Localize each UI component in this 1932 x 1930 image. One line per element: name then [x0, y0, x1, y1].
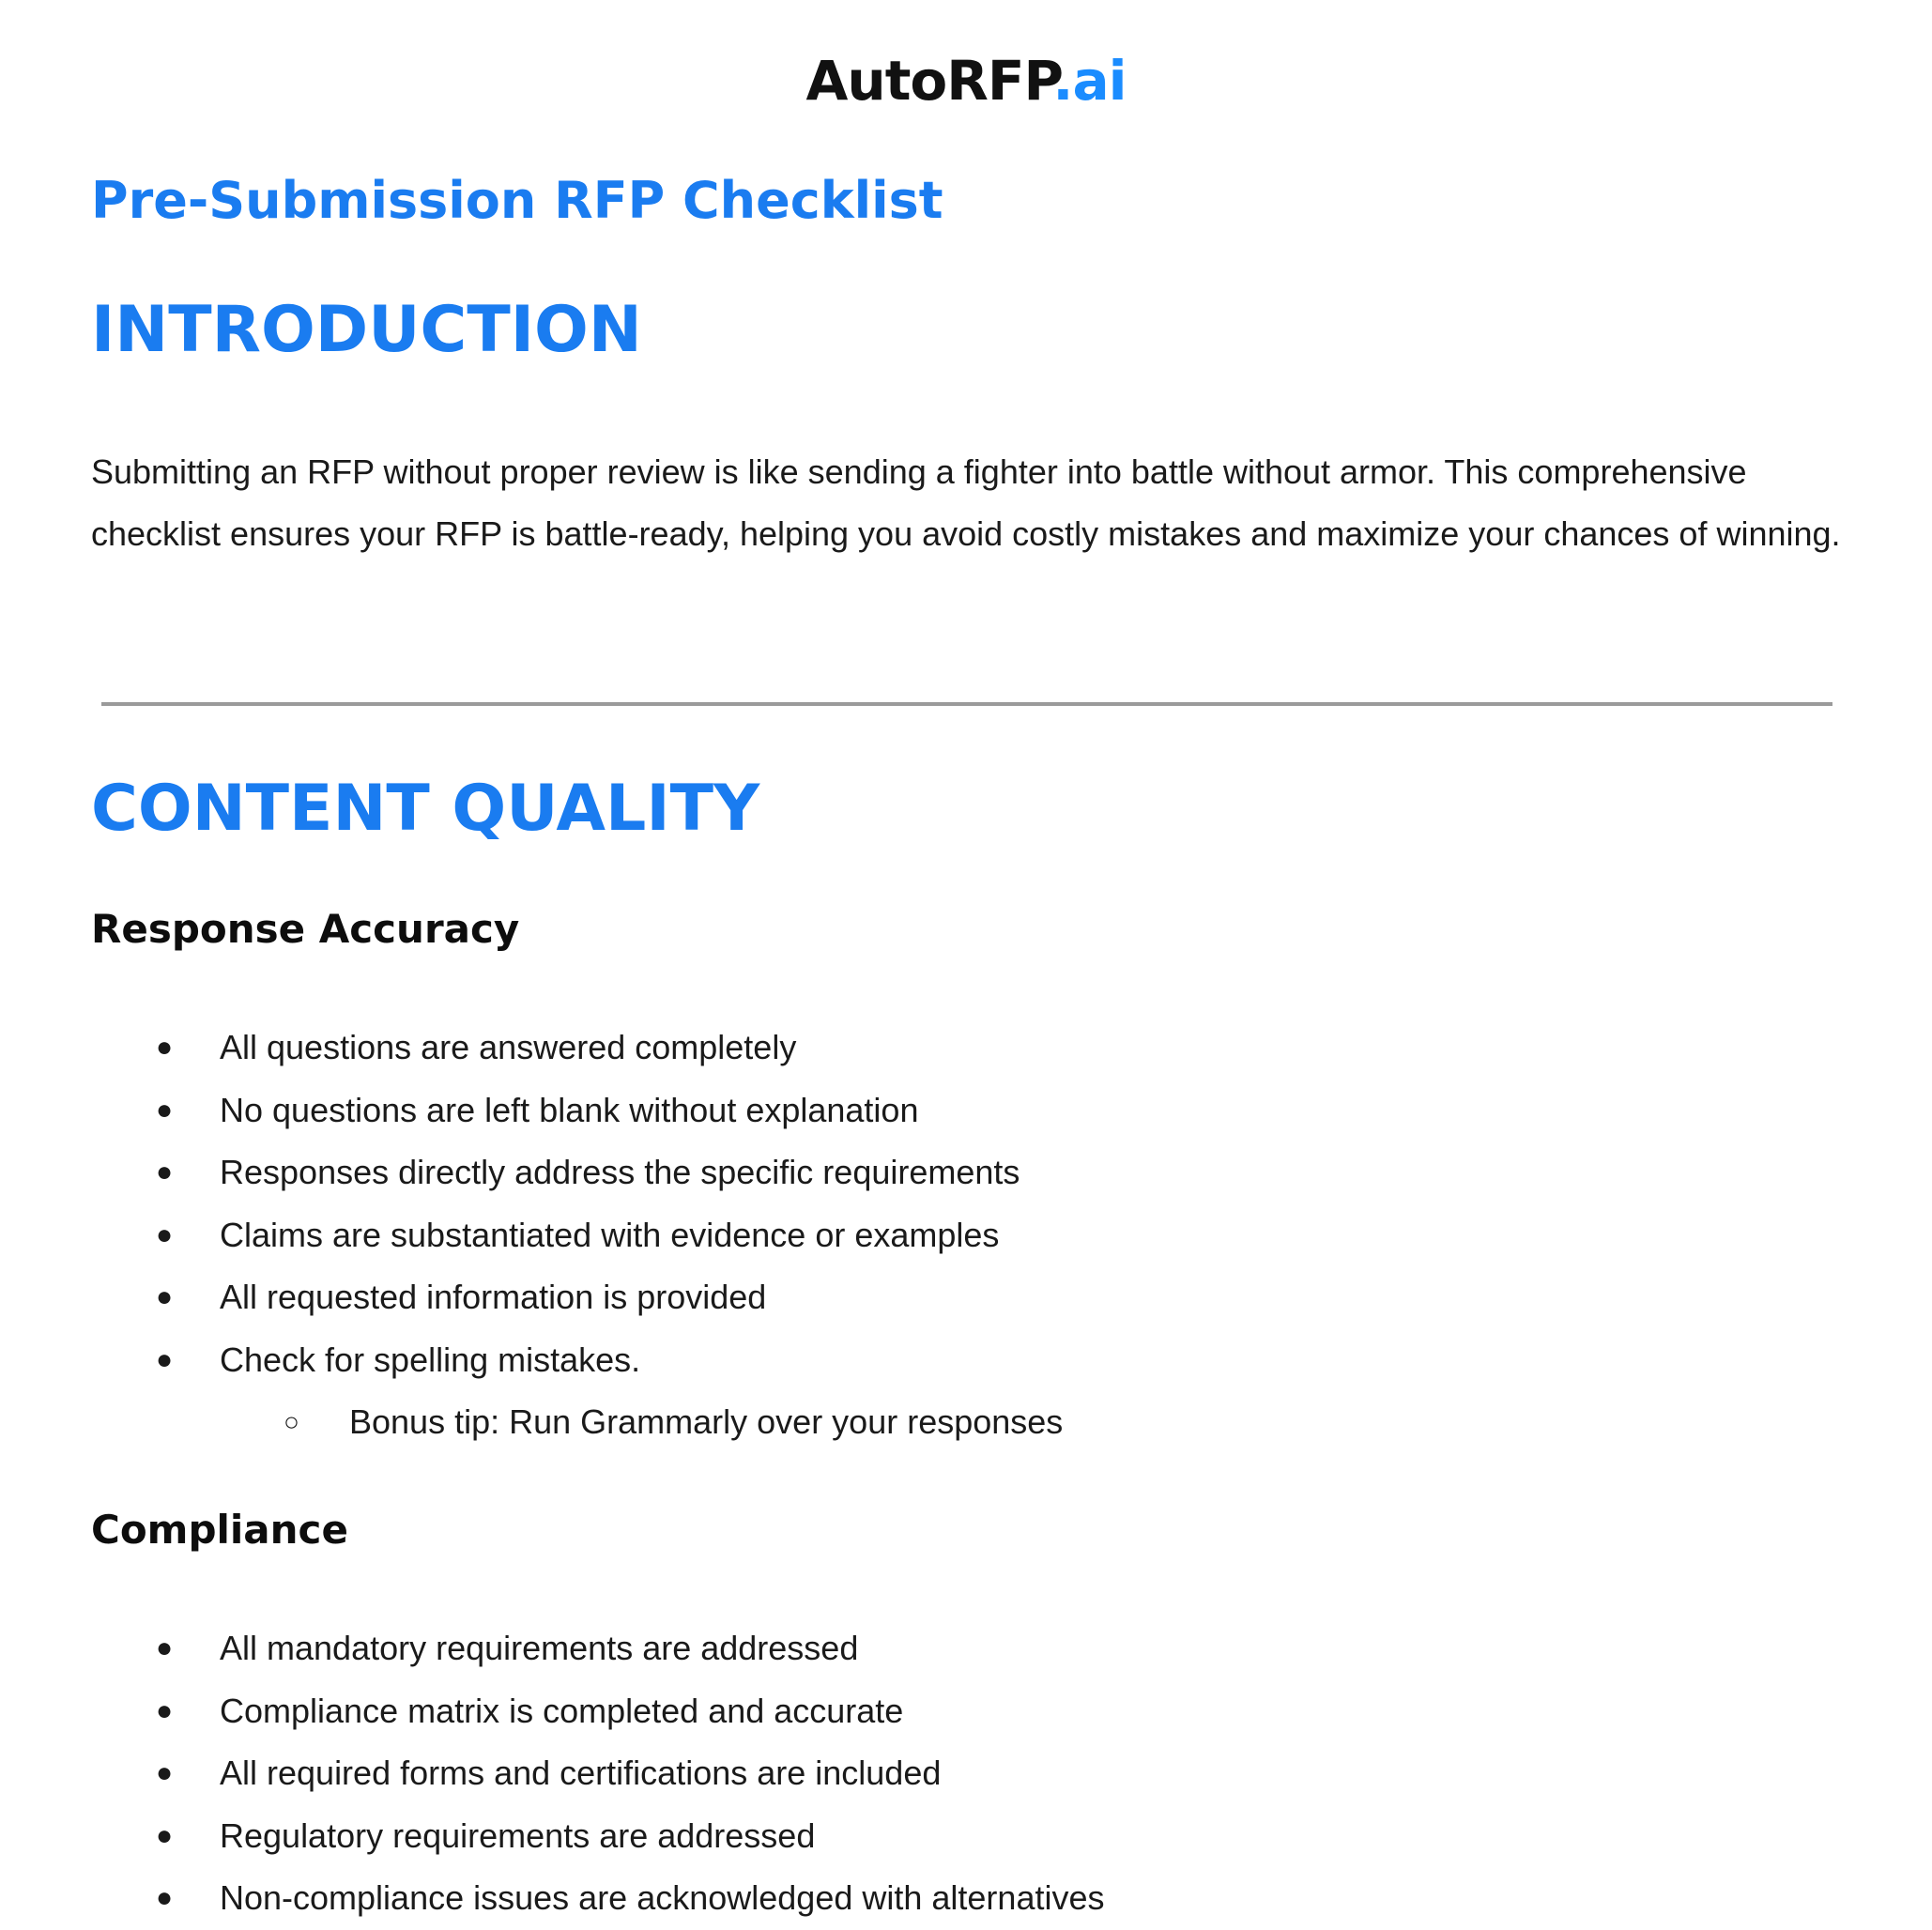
logo-main-text: AutoRFP: [805, 49, 1053, 113]
introduction-heading: INTRODUCTION: [91, 293, 642, 367]
list-item-text: Compliance matrix is completed and accurate: [220, 1691, 904, 1730]
bullet-icon: ●: [156, 1032, 174, 1063]
introduction-paragraph: Submitting an RFP without proper review is like sending a fighter into battle without armor. This comprehensive checklist ensures your RFP is battle-ready, helping you avoid costly mistakes and maximize your chances of winning.: [91, 452, 1841, 553]
bullet-icon: ●: [156, 1819, 174, 1851]
list-item-text: Non-compliance issues are acknowledged with alternatives: [220, 1878, 1105, 1917]
list-item-text: Responses directly address the specific requirements: [220, 1153, 1020, 1191]
bullet-icon: ●: [156, 1343, 174, 1375]
bullet-icon: ●: [156, 1632, 174, 1663]
content-quality-heading: CONTENT QUALITY: [91, 772, 760, 846]
list-item-text: Check for spelling mistakes.: [220, 1340, 641, 1379]
compliance-heading: Compliance: [91, 1507, 348, 1553]
bullet-icon: ●: [156, 1094, 174, 1126]
bullet-icon: ●: [156, 1882, 174, 1913]
document-title: Pre-Submission RFP Checklist: [91, 171, 943, 230]
list-item-text: Claims are substantiated with evidence or examples: [220, 1215, 1000, 1254]
section-divider: [101, 702, 1832, 706]
bullet-icon: ●: [156, 1281, 174, 1312]
bullet-icon: ●: [156, 1218, 174, 1250]
bullet-icon: ●: [156, 1757, 174, 1788]
list-item-text: All mandatory requirements are addressed: [220, 1629, 859, 1667]
bullet-icon: ●: [156, 1694, 174, 1726]
list-item-text: No questions are left blank without explanation: [220, 1090, 919, 1129]
logo-accent-text: .ai: [1052, 49, 1127, 113]
hollow-bullet-icon: ○: [284, 1407, 299, 1436]
response-accuracy-heading: Response Accuracy: [91, 906, 520, 952]
list-item-text: All questions are answered completely: [220, 1028, 797, 1066]
autorfp-logo: [0, 49, 1932, 113]
list-item-text: Bonus tip: Run Grammarly over your responses: [349, 1402, 1064, 1441]
list-item-text: All requested information is provided: [220, 1278, 767, 1316]
bullet-icon: ●: [156, 1156, 174, 1187]
list-item-text: Regulatory requirements are addressed: [220, 1815, 816, 1855]
list-item-text: All required forms and certifications are included: [220, 1754, 942, 1792]
